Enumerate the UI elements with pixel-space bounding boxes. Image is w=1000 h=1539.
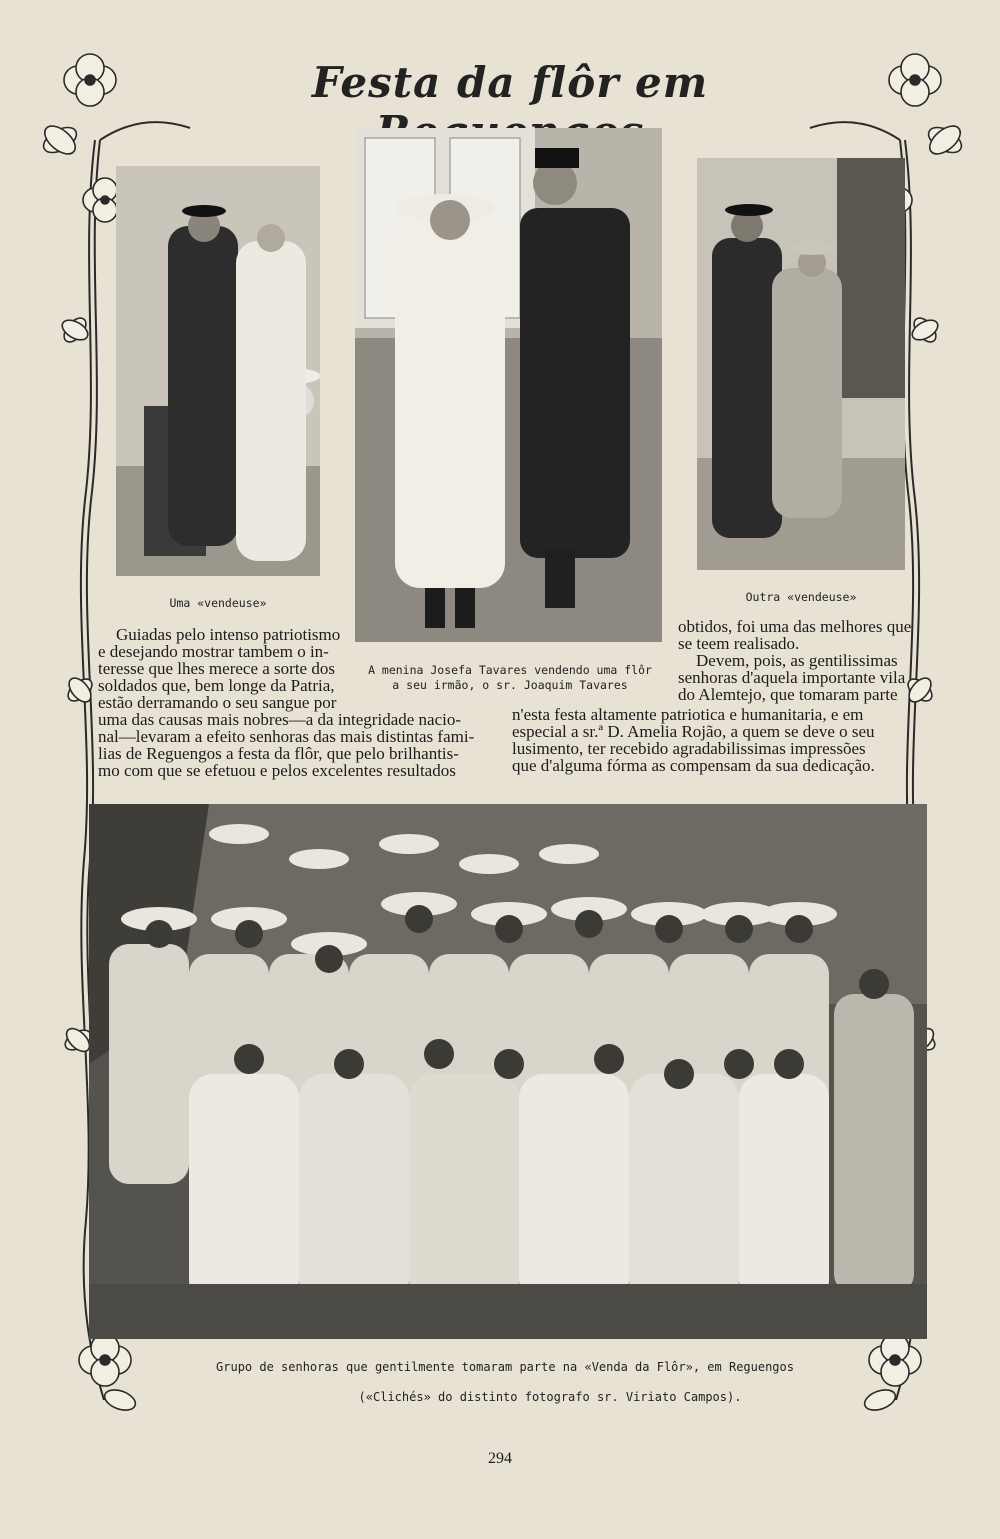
- text-line: se teem realisado.: [678, 634, 800, 653]
- photo-center-image: [355, 128, 662, 642]
- text-line: senhoras d'aquela importante vila: [678, 668, 906, 687]
- article-right-bottom: [512, 706, 927, 774]
- photo-center-caption-line2: a seu irmão, o sr. Joaquim Tavares: [392, 678, 628, 692]
- photo-left: [116, 166, 320, 576]
- text-line: especial a sr.ª D. Amelia Rojão, a quem se deve o seu: [512, 722, 875, 741]
- page-title: Festa da flôr em: [311, 58, 709, 107]
- page-number: 294: [488, 1450, 512, 1467]
- text-line: teresse que lhes merece a sorte dos: [98, 659, 335, 678]
- photo-left-image: [116, 166, 320, 576]
- text-line: soldados que, bem longe da Patria,: [98, 676, 335, 695]
- photo-right: [697, 158, 905, 570]
- article-full-width: [98, 711, 508, 779]
- text-line: que d'alguma fórma as compensam da sua dedicação.: [512, 756, 875, 775]
- photo-right-image: [697, 158, 905, 570]
- article-right-column: [678, 618, 928, 703]
- text-line: lias de Reguengos a festa da flôr, que pelo brilhantis-: [98, 744, 459, 763]
- text-line: Devem, pois, as gentilissimas: [696, 651, 898, 670]
- text-line: Guiadas pelo intenso patriotismo: [116, 625, 341, 644]
- photo-group: [89, 804, 927, 1339]
- photo-group-credit: («Clichés» do distinto fotografo sr. Viriato Campos).: [358, 1390, 742, 1404]
- photo-group-image: [89, 804, 927, 1339]
- text-line: lusimento, ter recebido agradabilissimas impressões: [512, 739, 866, 758]
- text-line: e desejando mostrar tambem o in-: [98, 642, 329, 661]
- text-line: nal—levaram a efeito senhoras das mais distintas fami-: [98, 727, 475, 746]
- text-line: n'esta festa altamente patriotica e humanitaria, e em: [512, 705, 864, 724]
- photo-right-caption: Outra «vendeuse»: [745, 590, 857, 604]
- photo-center-caption-line1: A menina Josefa Tavares vendendo uma flôr: [368, 663, 652, 677]
- photo-center: [355, 128, 662, 642]
- text-line: obtidos, foi uma das melhores que: [678, 617, 912, 636]
- text-line: estão derramando o seu sangue por: [98, 693, 337, 712]
- article-left-column: [98, 626, 348, 711]
- photo-group-caption: Grupo de senhoras que gentilmente tomaram parte na «Venda da Flôr», em Reguengos: [216, 1360, 794, 1374]
- photo-center-caption: [340, 663, 680, 693]
- photo-left-caption: Uma «vendeuse»: [169, 596, 267, 610]
- text-line: do Alemtejo, que tomaram parte: [678, 685, 898, 704]
- text-line: mo com que se efetuou e pelos excelentes resultados: [98, 761, 456, 780]
- text-line: uma das causas mais nobres—a da integridade nacio-: [98, 710, 462, 729]
